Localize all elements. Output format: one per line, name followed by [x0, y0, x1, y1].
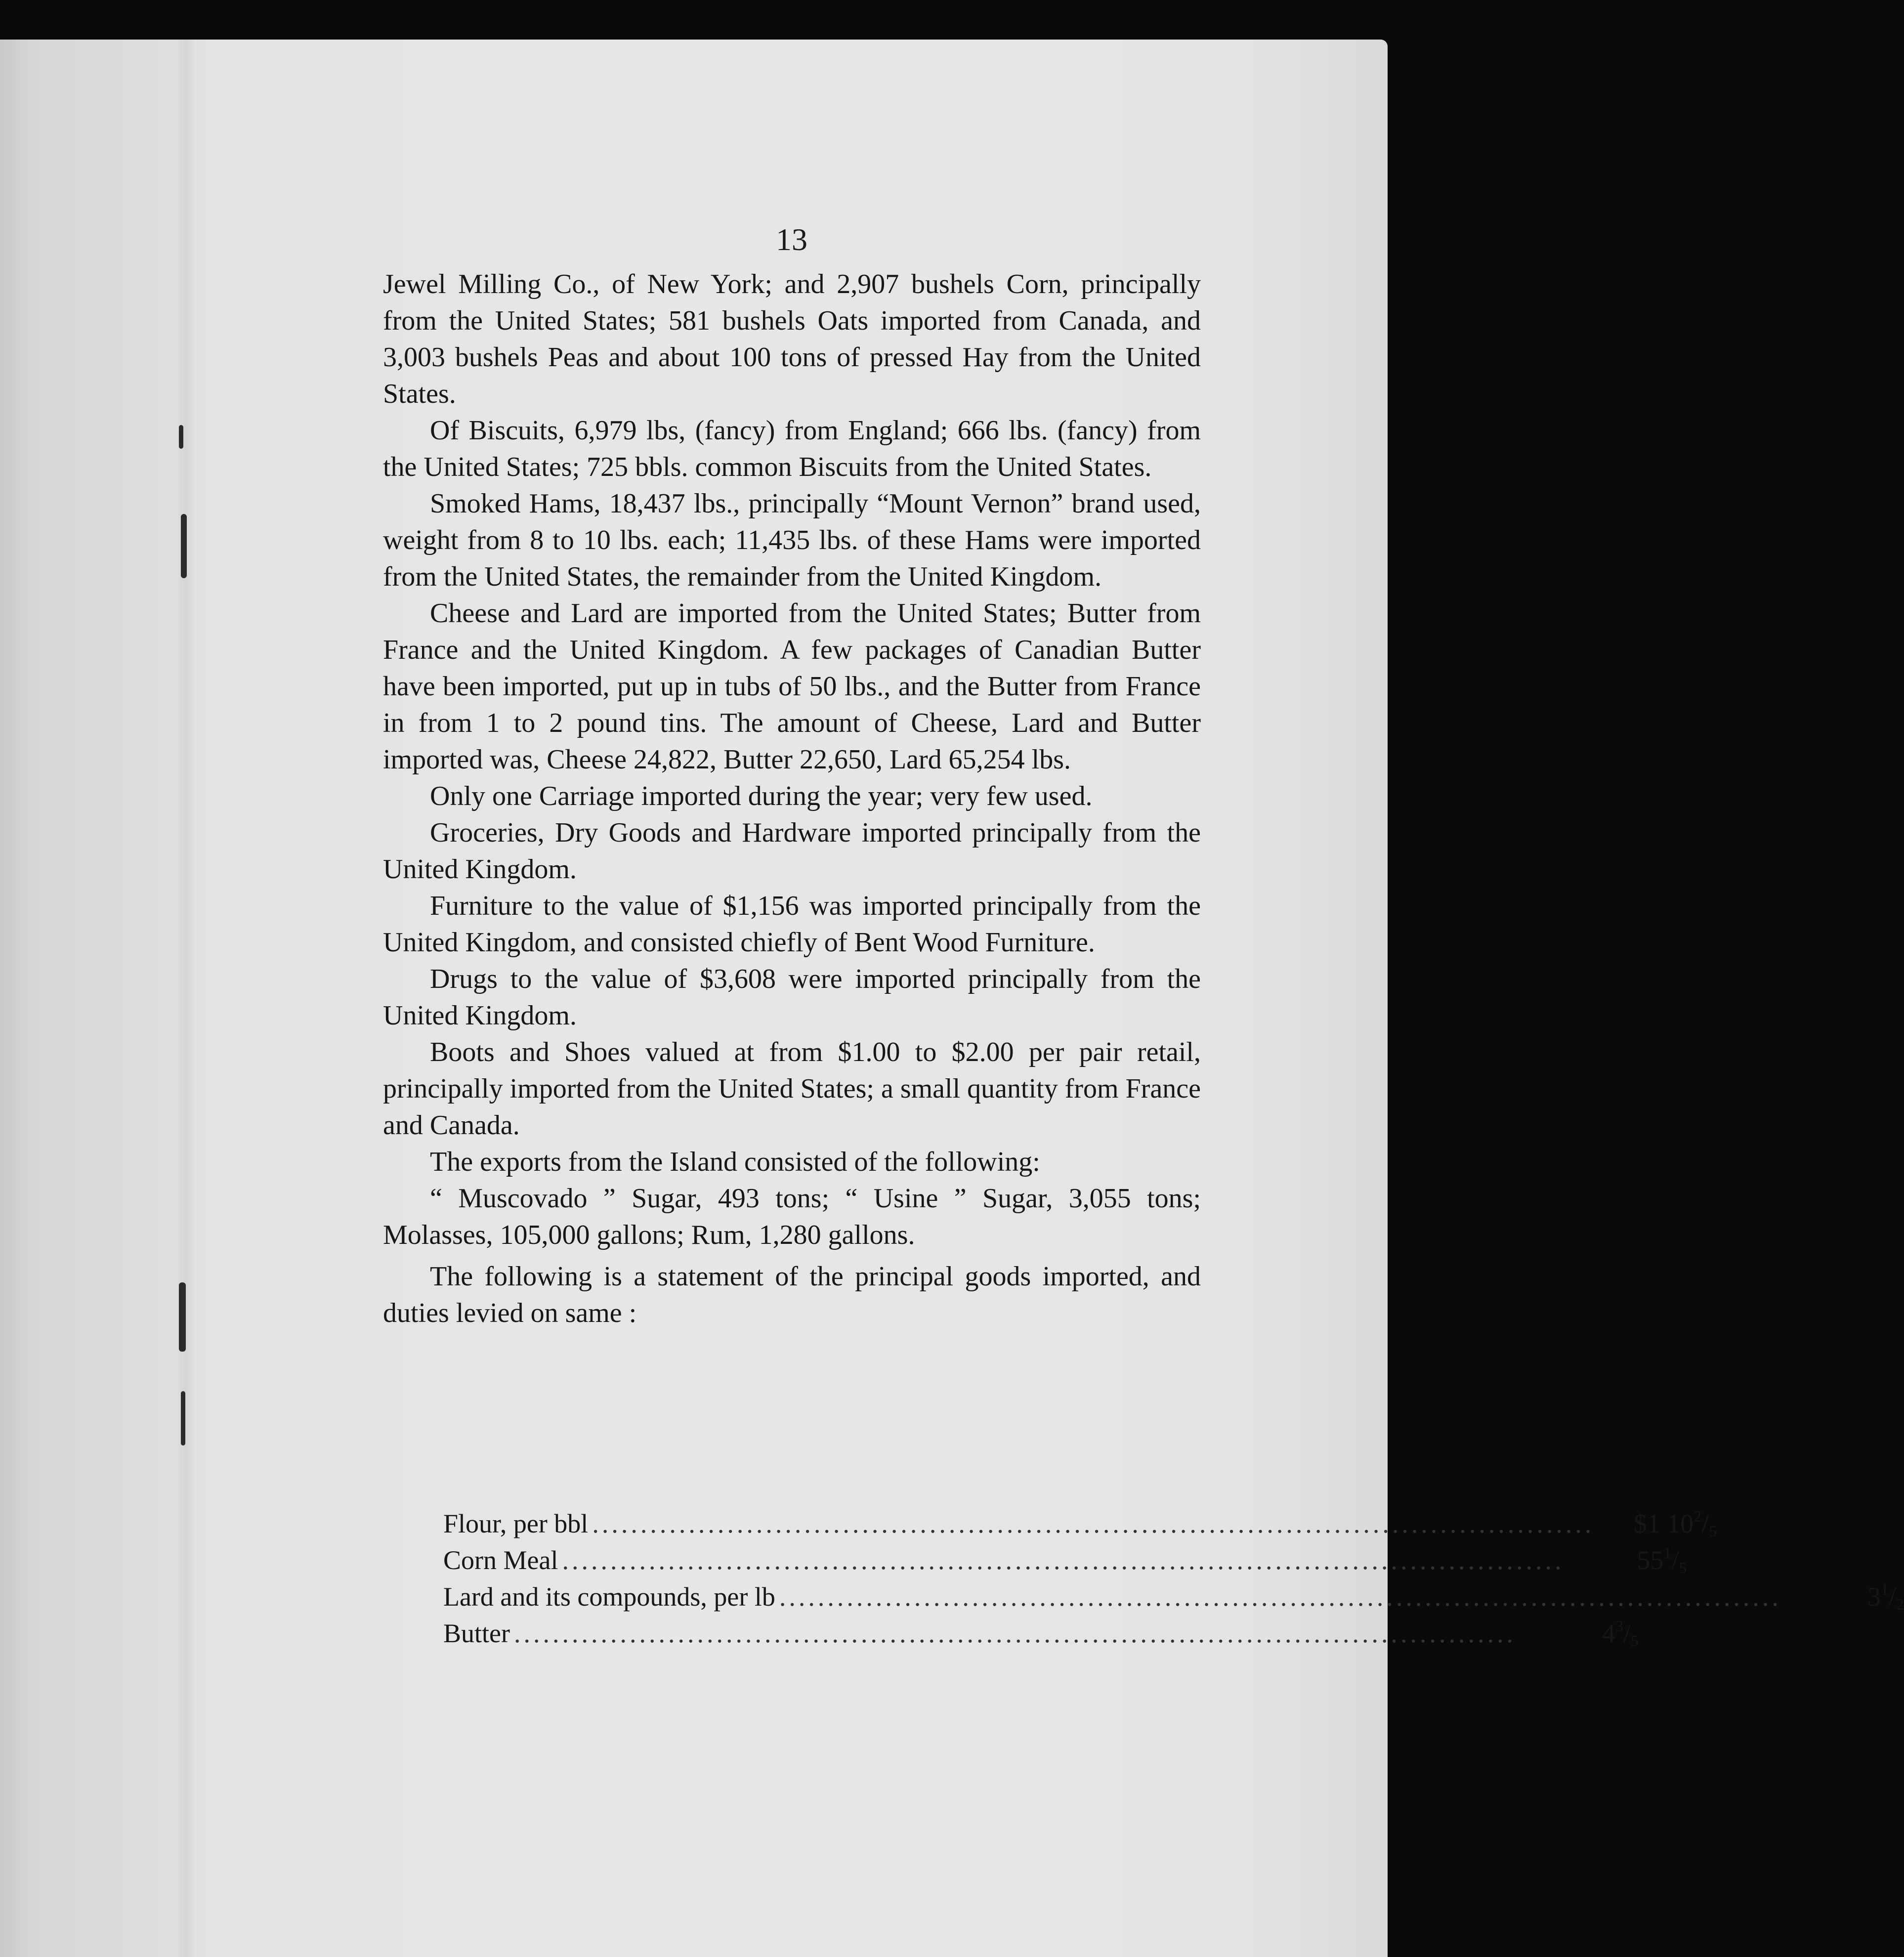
- paragraph: Jewel Milling Co., of New York; and 2,907 bushels Corn, principally from the United States; 581 bushels Oats imported from Canada, and 3,003 bushels Peas and about 100 tons of pressed Hay from the United States.: [383, 269, 1201, 409]
- duty-label: Butter: [443, 1618, 510, 1648]
- leader-dots: ........................................................................................................: [562, 1545, 1565, 1575]
- paragraph: Furniture to the value of $1,156 was imported principally from the United Kingdom, and consisted chiefly of Bent Wood Furniture.: [383, 891, 1201, 958]
- duty-value: $4^3/_5$: [1602, 1617, 1639, 1650]
- duty-row: [443, 1544, 1687, 1580]
- paragraph: Boots and Shoes valued at from $1.00 to $2.00 per pair retail, principally imported from the United States; a small quantity from France and Canada.: [383, 1037, 1201, 1141]
- duty-row: [443, 1617, 1639, 1654]
- duty-label: Corn Meal: [443, 1545, 558, 1575]
- paragraph: Of Biscuits, 6,979 lbs, (fancy) from England; 666 lbs. (fancy) from the United States; 725 bbls. common Biscuits from the United States.: [383, 415, 1201, 482]
- paragraph: The exports from the Island consisted of the following:: [430, 1147, 1040, 1177]
- paragraph: The following is a statement of the principal goods imported, and duties levied on same :: [383, 1261, 1201, 1328]
- duty-row: [443, 1507, 1717, 1544]
- binding-mark: [181, 1391, 185, 1446]
- leader-dots: ........................................................................................................: [592, 1509, 1595, 1538]
- page-number: 13: [776, 222, 807, 257]
- body-text: [383, 266, 1201, 1331]
- paragraph: Groceries, Dry Goods and Hardware imported principally from the United Kingdom.: [383, 817, 1201, 885]
- binding-mark: [181, 514, 187, 578]
- duty-label: Flour, per bbl: [443, 1509, 589, 1538]
- paragraph: Smoked Hams, 18,437 lbs., principally “Mount Vernon” brand used, weight from 8 to 10 lbs. each; 11,435 lbs. of these Hams were imported from the United States, the remainder from the United Kingdom.: [383, 488, 1201, 592]
- duty-label: Lard and its compounds, per lb: [443, 1582, 775, 1612]
- duties-table: [443, 1507, 1904, 1654]
- binding-mark: [179, 1282, 186, 1352]
- binding-gutter: [175, 40, 195, 1957]
- paragraph: “ Muscovado ” Sugar, 493 tons; “ Usine ” Sugar, 3,055 tons; Molasses, 105,000 gallons; Rum, 1,280 gallons.: [383, 1183, 1201, 1250]
- duty-value: $1 $10^2/_5$: [1633, 1507, 1717, 1540]
- duty-value: $3^1/_2$: [1867, 1580, 1904, 1613]
- duty-value: $55^1/_5$: [1637, 1544, 1687, 1576]
- leader-dots: ........................................................................................................: [779, 1582, 1781, 1612]
- duty-row: [443, 1580, 1904, 1617]
- paragraph: Only one Carriage imported during the year; very few used.: [430, 781, 1093, 811]
- paragraph: Cheese and Lard are imported from the United States; Butter from France and the United Kingdom. A few packages of Canadian Butter have been imported, put up in tubs of 50 lbs., and the Butter from France in from 1 to 2 pound tins. The amount of Cheese, Lard and Butter imported was, Cheese 24,822, Butter 22,650, Lard 65,254 lbs.: [383, 598, 1201, 775]
- paragraph: Drugs to the value of $3,608 were imported principally from the United Kingdom.: [383, 964, 1201, 1031]
- leader-dots: ........................................................................................................: [513, 1618, 1516, 1648]
- binding-mark: [179, 425, 183, 449]
